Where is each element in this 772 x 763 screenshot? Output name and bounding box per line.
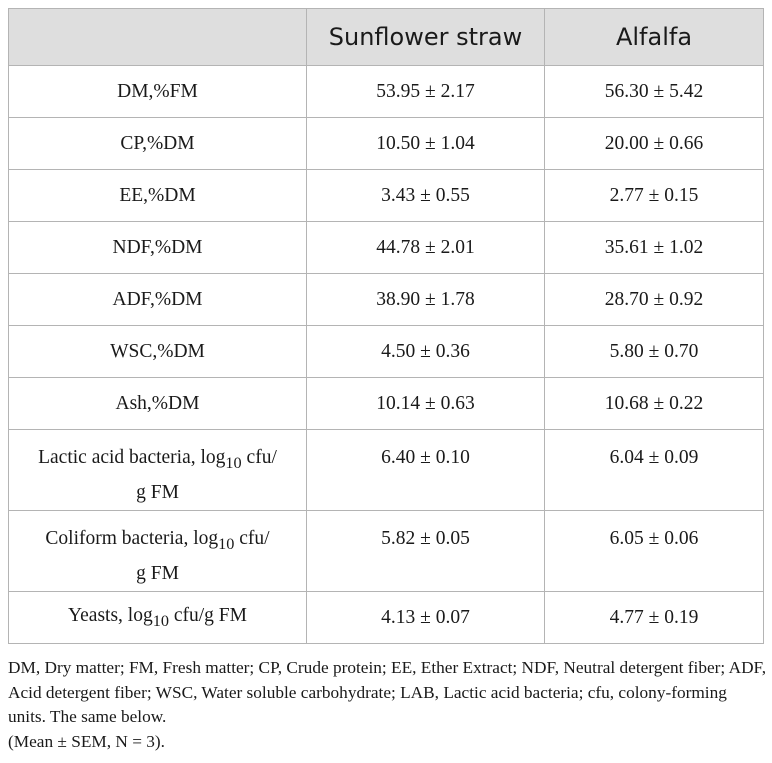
cell-value: 6.04 ± 0.09	[545, 430, 764, 511]
cell-value: 53.95 ± 2.17	[307, 66, 545, 118]
row-label-subscript: 10	[225, 453, 242, 472]
table-container	[8, 8, 767, 754]
row-label: Ash,%DM	[9, 378, 307, 430]
row-label-text: g FM	[136, 481, 179, 503]
header-empty-cell	[9, 9, 307, 66]
table-row	[9, 430, 764, 511]
cell-value: 4.13 ± 0.07	[307, 592, 545, 644]
row-label-text: Yeasts, log	[68, 604, 153, 626]
table-row	[9, 511, 764, 592]
row-label-text: g FM	[136, 562, 179, 584]
cell-value: 10.50 ± 1.04	[307, 118, 545, 170]
cell-value: 10.14 ± 0.63	[307, 378, 545, 430]
table-row	[9, 222, 764, 274]
row-label: EE,%DM	[9, 170, 307, 222]
table-footnote	[8, 656, 768, 754]
row-label: ADF,%DM	[9, 274, 307, 326]
footnote-stats: (Mean ± SEM, N = 3).	[8, 731, 165, 751]
table-row	[9, 378, 764, 430]
row-label: NDF,%DM	[9, 222, 307, 274]
table-row	[9, 326, 764, 378]
cell-value: 2.77 ± 0.15	[545, 170, 764, 222]
header-alfalfa: Alfalfa	[545, 9, 764, 66]
cell-value: 20.00 ± 0.66	[545, 118, 764, 170]
header-row	[9, 9, 764, 66]
cell-value: 38.90 ± 1.78	[307, 274, 545, 326]
row-label-text: Lactic acid bacteria, log	[38, 447, 226, 468]
footnote-abbreviations: DM, Dry matter; FM, Fresh matter; CP, Crude protein; EE, Ether Extract; NDF, Neutral detergent fiber; ADF, Acid detergent fiber; WSC, Water soluble carbohydrate; LAB, Lactic acid bacteria; cfu, colony-forming units. The same below.	[8, 658, 767, 726]
row-label-text: cfu/	[241, 447, 277, 468]
cell-value: 28.70 ± 0.92	[545, 274, 764, 326]
row-label	[9, 592, 307, 644]
row-label: DM,%FM	[9, 66, 307, 118]
row-label: CP,%DM	[9, 118, 307, 170]
table-row	[9, 66, 764, 118]
row-label-text: cfu/	[234, 528, 270, 549]
cell-value: 44.78 ± 2.01	[307, 222, 545, 274]
row-label-subscript: 10	[152, 611, 169, 630]
table-row	[9, 118, 764, 170]
row-label-text: cfu/g FM	[168, 604, 247, 626]
cell-value: 4.77 ± 0.19	[545, 592, 764, 644]
row-label-text: Coliform bacteria, log	[45, 528, 219, 549]
table-row	[9, 274, 764, 326]
cell-value: 5.82 ± 0.05	[307, 511, 545, 592]
cell-value: 3.43 ± 0.55	[307, 170, 545, 222]
cell-value: 6.05 ± 0.06	[545, 511, 764, 592]
row-label	[9, 511, 307, 592]
table-row	[9, 592, 764, 644]
cell-value: 5.80 ± 0.70	[545, 326, 764, 378]
cell-value: 4.50 ± 0.36	[307, 326, 545, 378]
cell-value: 10.68 ± 0.22	[545, 378, 764, 430]
row-label-subscript: 10	[218, 534, 235, 553]
composition-table	[8, 8, 764, 644]
cell-value: 56.30 ± 5.42	[545, 66, 764, 118]
cell-value: 6.40 ± 0.10	[307, 430, 545, 511]
row-label: WSC,%DM	[9, 326, 307, 378]
header-sunflower-straw: Sunflower straw	[307, 9, 545, 66]
row-label	[9, 430, 307, 511]
cell-value: 35.61 ± 1.02	[545, 222, 764, 274]
table-row	[9, 170, 764, 222]
